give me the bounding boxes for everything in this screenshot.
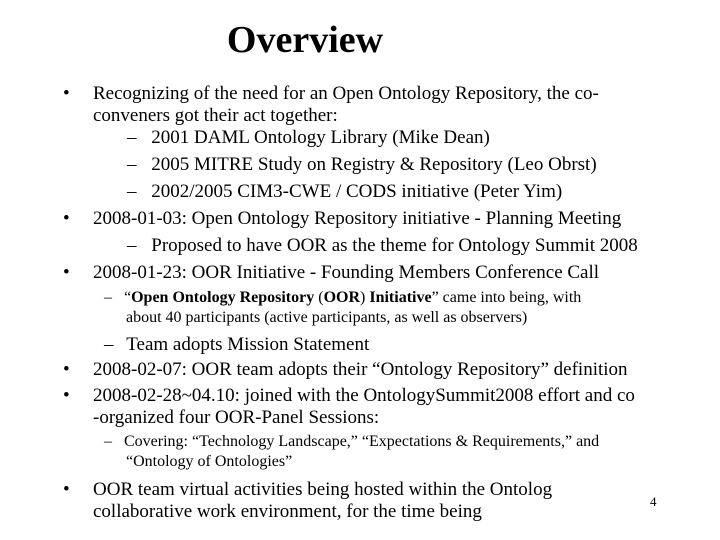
bullet-6-line-2: collaborative work environment, for the time being [93, 501, 482, 522]
sub-bullet-text: about 40 participants (active participants, as well as observers) [126, 309, 528, 326]
bullet-dot: • [63, 359, 70, 380]
sub-bullet-text: Proposed to have OOR as the theme for Ontology Summit 2008 [151, 235, 638, 256]
bullet-dot: • [63, 83, 70, 104]
sub-bullet-text [124, 289, 581, 306]
text-rest: ” came into being, with [431, 289, 582, 306]
bullet-dot: • [63, 208, 70, 229]
sub-bullet-3-1 [104, 287, 581, 309]
dash-marker: – [127, 127, 137, 148]
bullet-dot: • [63, 479, 70, 500]
bullet-dot: • [63, 262, 70, 283]
bullet-1-line-2: conveners got their act together: [93, 105, 338, 126]
bullet-6-line-1: OOR team virtual activities being hosted within the Ontolog [93, 479, 553, 500]
sub-bullet-text: Covering: “Technology Landscape,” “Expectations & Requirements,” and [124, 433, 600, 450]
bullet-4-line-1: 2008-02-07: OOR team adopts their “Ontology Repository” definition [93, 359, 628, 380]
bullet-5-line-1: 2008-02-28~04.10: joined with the OntologySummit2008 effort and co [93, 385, 635, 406]
sub-bullet-1-3 [127, 178, 562, 205]
bullet-3-line-1: 2008-01-23: OOR Initiative - Founding Members Conference Call [93, 262, 600, 283]
bold-open-ontology-repository: Open Ontology Repository [131, 289, 315, 306]
dash-marker: – [104, 334, 114, 355]
sub-bullet-text: Team adopts Mission Statement [126, 334, 370, 355]
sub-bullet-text: 2002/2005 CIM3-CWE / CODS initiative (Peter Yim) [151, 181, 563, 202]
sub-bullet-3-2 [104, 331, 369, 358]
text-paren-close: ) [360, 289, 370, 306]
dash-marker: – [104, 289, 112, 306]
bold-oor: OOR [323, 289, 361, 306]
bold-initiative: Initiative [369, 289, 432, 306]
text-paren-open: ( [314, 289, 324, 306]
sub-bullet-text: 2005 MITRE Study on Registry & Repository (Leo Obrst) [151, 154, 597, 175]
sub-bullet-5-1-line-2 [126, 451, 292, 473]
slide-title: Overview [226, 19, 384, 61]
dash-marker: – [104, 433, 112, 450]
sub-bullet-5-1 [104, 431, 599, 453]
dash-marker: – [127, 181, 137, 202]
page-number: 4 [650, 494, 657, 509]
sub-bullet-1-2 [127, 151, 597, 178]
sub-bullet-2-1 [127, 232, 638, 259]
sub-bullet-3-1-line-2 [126, 307, 527, 329]
bullet-5-line-2: -organized four OOR-Panel Sessions: [93, 407, 380, 428]
quote-open: “ [124, 289, 132, 306]
dash-marker: – [127, 154, 137, 175]
bullet-dot: • [63, 385, 70, 406]
bullet-2-line-1: 2008-01-03: Open Ontology Repository initiative - Planning Meeting [93, 208, 622, 229]
sub-bullet-text: 2001 DAML Ontology Library (Mike Dean) [151, 127, 490, 148]
sub-bullet-1-1 [127, 124, 490, 151]
dash-marker: – [127, 235, 137, 256]
bullet-1-line-1: Recognizing of the need for an Open Ontology Repository, the co- [93, 83, 599, 104]
sub-bullet-text: “Ontology of Ontologies” [126, 453, 293, 470]
